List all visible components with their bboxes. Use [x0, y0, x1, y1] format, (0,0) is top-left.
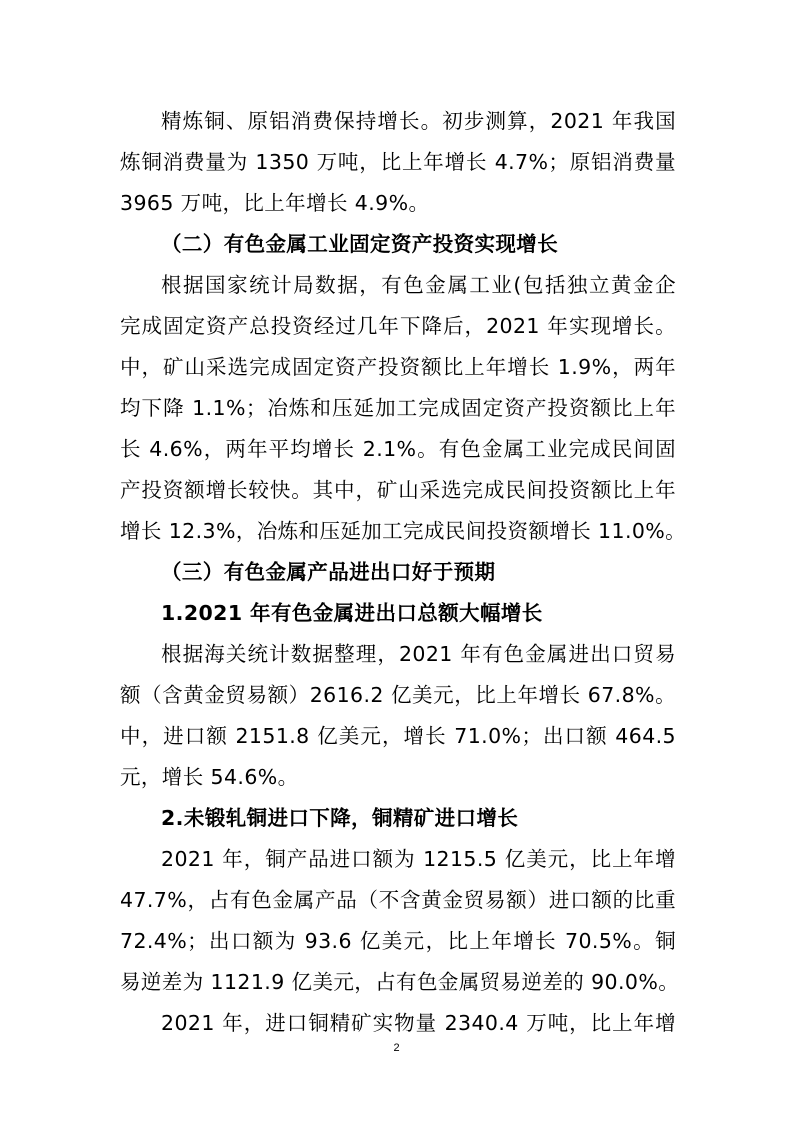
- paragraph-line: 3965 万吨，比上年增长 4.9%。: [120, 191, 430, 215]
- paragraph-line: 额（含黄金贸易额）2616.2 亿美元，比上年增长 67.8%。: [120, 683, 676, 707]
- paragraph-line: 2021 年，进口铜精矿实物量 2340.4 万吨，比上年增: [161, 1011, 676, 1035]
- page-number: 2: [393, 1042, 400, 1054]
- paragraph-line: 中，矿山采选完成固定资产投资额比上年增长 1.9%，两年: [120, 355, 676, 379]
- subsection-heading: 1.2021 年有色金属进出口总额大幅增长: [161, 601, 543, 625]
- paragraph-line: 47.7%，占有色金属产品（不含黄金贸易额）进口额的比重: [120, 888, 676, 912]
- paragraph-line: 精炼铜、原铝消费保持增长。初步测算，2021 年我国: [161, 109, 676, 133]
- paragraph-line: 根据国家统计局数据，有色金属工业(包括独立黄金企: [161, 273, 676, 297]
- paragraph-line: 易逆差为 1121.9 亿美元，占有色金属贸易逆差的 90.0%。: [120, 970, 680, 994]
- paragraph-line: 长 4.6%，两年平均增长 2.1%。有色金属工业完成民间固: [120, 437, 676, 461]
- paragraph-line: 中，进口额 2151.8 亿美元，增长 71.0%；出口额 464.5: [120, 724, 676, 748]
- paragraph-line: 元，增长 54.6%。: [120, 765, 299, 789]
- paragraph-line: 均下降 1.1%；冶炼和压延加工完成固定资产投资额比上年: [120, 396, 676, 420]
- paragraph-line: 2021 年，铜产品进口额为 1215.5 亿美元，比上年增: [161, 847, 676, 871]
- paragraph-line: 完成固定资产总投资经过几年下降后，2021 年实现增长。: [120, 314, 676, 338]
- paragraph-line: 产投资额增长较快。其中，矿山采选完成民间投资额比上年: [120, 478, 676, 502]
- paragraph-line: 72.4%；出口额为 93.6 亿美元，比上年增长 70.5%。铜: [120, 929, 676, 953]
- subsection-heading: 2.未锻轧铜进口下降，铜精矿进口增长: [161, 806, 519, 830]
- paragraph-line: 增长 12.3%，冶炼和压延加工完成民间投资额增长 11.0%。: [120, 519, 687, 543]
- section-heading: （三）有色金属产品进出口好于预期: [161, 560, 496, 584]
- section-heading: （二）有色金属工业固定资产投资实现增长: [161, 232, 559, 256]
- paragraph-line: 根据海关统计数据整理，2021 年有色金属进出口贸易: [161, 642, 676, 666]
- paragraph-line: 炼铜消费量为 1350 万吨，比上年增长 4.7%；原铝消费量: [120, 150, 676, 174]
